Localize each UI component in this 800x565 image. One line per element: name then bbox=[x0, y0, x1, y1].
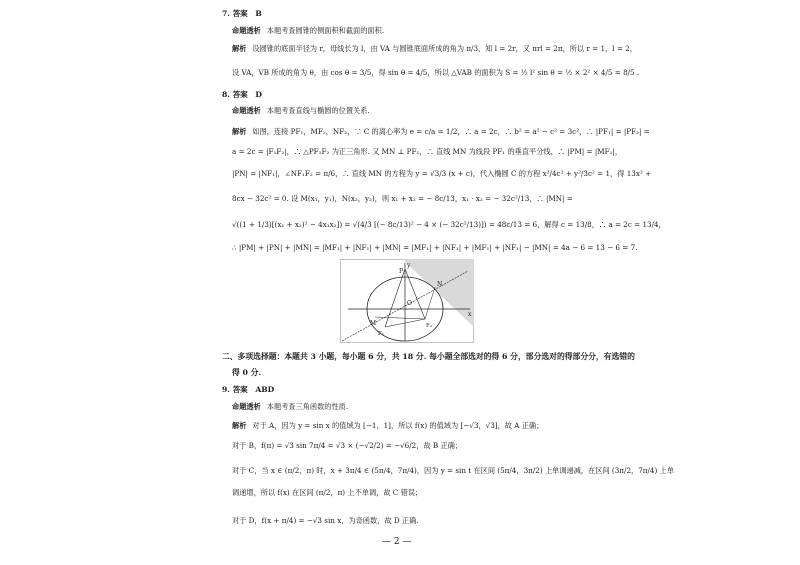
q8-note-text: 本题考查直线与椭圆的位置关系. bbox=[266, 106, 370, 115]
label-n: N bbox=[437, 281, 443, 288]
q9-note-label: 命题透析 bbox=[232, 402, 261, 411]
q8-analysis-line3: |PN| = |NF₁|，∠NF₁F₂ = π/6，∴ 直线 MN 的方程为 y = √3/3 (x + c)，代入椭圆 C 的方程 x²/4c² + y²/3c² = 1，得 13x² + bbox=[232, 169, 652, 178]
q8-note bbox=[232, 106, 370, 116]
q8-analysis-line6: ∴ |PM| + |PN| + |MN| = |MF₁| + |NF₁| + |MN| = |MF₁| + |NF₁| + |MF₁| + |NF₁| − |MN| = 4a − 6 = 13 − 6 = 7. bbox=[232, 243, 638, 252]
label-f2: F₂ bbox=[426, 323, 433, 329]
label-y: y bbox=[407, 262, 411, 269]
q8-analysis-line5: √((1 + 1/3)[(x₁ + x₂)² − 4x₁x₂]) = √(4/3 [(− 8c/13)² − 4 × (− 32c²/13)]) = 48c/13 = 6，解得 c = 13/8，∴ a = 2c = 13/4， bbox=[232, 220, 666, 229]
q9-analysis-line3: 对于 C，当 x ∈ (π/2，π) 时，x + 3π/4 ∈ (5π/4，7π/4)，因为 y = sin t 在区间 (5π/4，3π/2) 上单调递减，在区间 (3π/2，7π/4) 上单 bbox=[232, 466, 674, 475]
q9-analysis-line2: 对于 B，f(π) = √3 sin 7π/4 = √3 × (−√2/2) = −√6/2，故 B 正确； bbox=[232, 441, 463, 450]
page-number: — 2 — bbox=[382, 537, 412, 547]
q7-note-text: 本题考查圆锥的侧面积和截面的面积. bbox=[266, 26, 385, 35]
label-x: x bbox=[468, 311, 472, 318]
label-o: O bbox=[407, 300, 412, 307]
q9-analysis-label: 解析 bbox=[232, 421, 247, 430]
q9-analysis-line1: 解析 对于 A，因为 y = sin x 的值域为 [−1，1]，所以 f(x) 的值域为 [−√3，√3]，故 A 正确； bbox=[232, 421, 544, 430]
q9-analysis-line5: 对于 D，f(x + π/4) = −√3 sin x，为奇函数，故 D 正确. bbox=[232, 516, 419, 525]
label-m: M bbox=[370, 320, 377, 327]
q9-note-text: 本题考查三角函数的性质. bbox=[266, 402, 349, 411]
section2-line2: 得 0 分. bbox=[232, 368, 262, 377]
q8-analysis-line4: 8cx − 32c² = 0. 设 M(x₁，y₁)，N(x₂，y₂)，则 x₁ + x₂ = − 8c/13，x₁ · x₂ = − 32c²/13，∴ |MN| = bbox=[232, 194, 573, 203]
label-p: P bbox=[399, 268, 404, 275]
q7-analysis-line2: 设 VA，VB 所成的角为 θ，由 cos θ = 3/5，得 sin θ = 4/5，所以 △VAB 的面积为 S = ½ l² sin θ = ½ × 2² × 4/5 = 8/5 . bbox=[232, 68, 640, 77]
q8-note-label: 命题透析 bbox=[232, 106, 261, 115]
q9-heading: 9. 答案 ABD bbox=[222, 385, 275, 394]
q8-analysis-line2: a = 2c = |F₁F₂|，∴ △PF₁F₂ 为正三角形. 又 MN ⊥ PF₁，∴ 直线 MN 为线段 PF₁ 的垂直平分线，∴ |PM| = |MF₁|， bbox=[232, 147, 623, 156]
q7-note-label: 命题透析 bbox=[232, 26, 261, 35]
q7-heading: 7. 答案 B bbox=[222, 9, 262, 18]
q7-analysis-line1: 解析 设圆锥的底面半径为 r，母线长为 l，由 VA 与圆锥底面所成的角为 π/3，知 l = 2r，又 πrl = 2π，所以 r = 1，l = 2， bbox=[232, 44, 637, 53]
q9-note bbox=[232, 402, 348, 412]
label-f1: F₁ bbox=[378, 331, 385, 337]
section2-line1: 二、多项选择题：本题共 3 小题，每小题 6 分，共 18 分. 每小题全部选对的得 6 分，部分选对的得部分分，有选错的 bbox=[222, 352, 635, 361]
q8-heading: 8. 答案 D bbox=[222, 90, 262, 99]
q8-analysis-line1: 解析 如图，连接 PF₁，MF₂，NF₂，∵ C 的离心率为 e = c/a = 1/2，∴ a = 2c，∴ b² = a² − c² = 3c²，∴ |PF₁| = |PF₂| = bbox=[232, 127, 650, 136]
ellipse-figure bbox=[340, 259, 474, 343]
q7-analysis-label: 解析 bbox=[232, 44, 247, 53]
q9-analysis-line4: 调递增，所以 f(x) 在区间 (π/2，π) 上不单调，故 C 错误； bbox=[232, 488, 423, 497]
q7-note bbox=[232, 26, 384, 36]
q8-analysis-label: 解析 bbox=[232, 127, 247, 136]
